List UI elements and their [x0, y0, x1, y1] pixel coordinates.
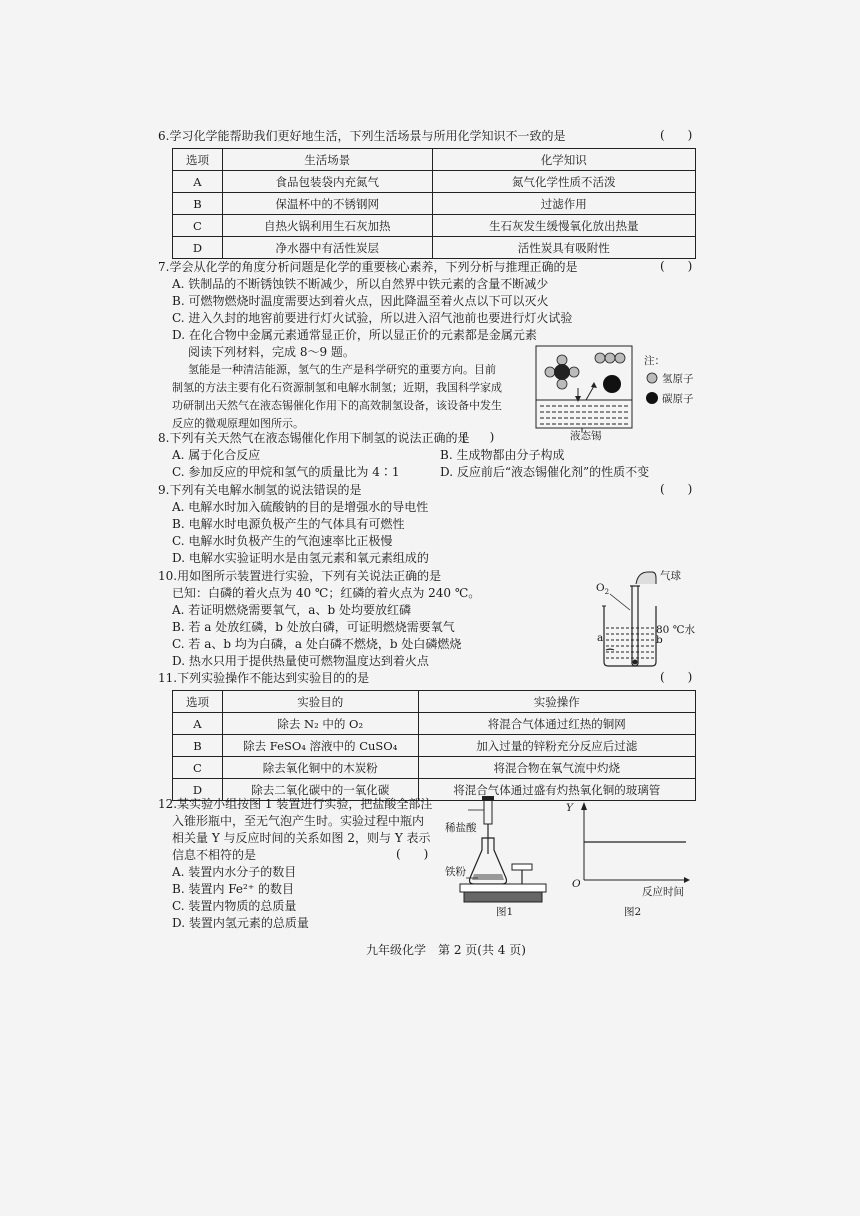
table-cell: B	[173, 193, 223, 215]
table-row	[173, 193, 696, 215]
legend-carbon: 碳原子	[662, 393, 694, 405]
fig2-origin-label: O	[572, 878, 581, 890]
table-cell: 活性炭具有吸附性	[432, 237, 696, 259]
methane-molecule	[545, 355, 579, 389]
fig2-caption: 图2	[624, 906, 642, 918]
table-cell: 生石灰发生缓慢氧化放出热量	[432, 215, 696, 237]
table-cell: 食品包装袋内充氮气	[222, 171, 432, 193]
carbon-product	[603, 375, 621, 393]
q12-answer-paren: ( )	[396, 847, 429, 861]
beaker	[604, 606, 656, 666]
q12-option-a: A. 装置内水分子的数目	[172, 865, 297, 879]
q7-option-b: B. 可燃物燃烧时温度需要达到着火点，因此降温至着火点以下可以灭火	[172, 294, 549, 308]
q6-answer-paren: ( )	[660, 128, 693, 142]
q11-stem: 11.下列实验操作不能达到实验目的的是	[158, 671, 370, 685]
q8-answer-paren: ( )	[462, 430, 495, 444]
q7-option-d: D. 在化合物中金属元素通常显正价，所以显正价的元素都是金属元素	[172, 328, 537, 342]
dropping-funnel	[484, 800, 492, 824]
q12-stem-line: 12.某实验小组按图 1 装置进行实验，把盐酸全部注	[158, 797, 433, 811]
q8-option-a: A. 属于化合反应	[172, 448, 261, 462]
q9-stem: 9.下列有关电解水制氢的说法错误的是	[158, 483, 362, 497]
fig2-graph	[574, 798, 694, 890]
table-header-cell: 生活场景	[222, 149, 432, 171]
passage-line: 氢能是一种清洁能源，氢气的生产是科学研究的重要方向。目前	[188, 363, 496, 376]
table-cell: 净水器中有活性炭层	[222, 237, 432, 259]
table-cell: 除去二氧化碳中的一氧化碳	[222, 779, 418, 801]
fig-a-label: a	[597, 632, 604, 644]
q11-table	[172, 690, 696, 801]
q9-option-b: B. 电解水时电源负极产生的气体具有可燃性	[172, 517, 405, 531]
table-cell: B	[173, 735, 223, 757]
table-cell: 加入过量的锌粉充分反应后过滤	[418, 735, 695, 757]
legend-h-swatch	[647, 373, 657, 383]
table-cell: 过滤作用	[432, 193, 696, 215]
q6-stem: 6.学习化学能帮助我们更好地生活，下列生活场景与所用化学知识不一致的是	[158, 129, 566, 143]
table-header-cell: 化学知识	[432, 149, 696, 171]
q9-option-c: C. 电解水时负极产生的气泡速率比正极慢	[172, 534, 393, 548]
table-cell: 将混合气体通过盛有灼热氧化铜的玻璃管	[418, 779, 695, 801]
table-header-cell: 实验目的	[222, 691, 418, 713]
fig-b-label: b	[656, 634, 663, 646]
page-footer: 九年级化学 第 2 页(共 4 页)	[366, 943, 526, 957]
table-header-cell: 选项	[173, 149, 223, 171]
balloon-icon	[636, 572, 656, 584]
table-cell: C	[173, 215, 223, 237]
q10-stem: 10.用如图所示装置进行实验，下列有关说法正确的是	[158, 569, 442, 583]
table-header-cell: 选项	[173, 691, 223, 713]
phosphorus-a	[606, 649, 614, 650]
passage-line: 反应的微观原理如图所示。	[172, 417, 304, 430]
table-row	[173, 215, 696, 237]
table-row	[173, 757, 696, 779]
fig2-y-label: Y	[566, 802, 573, 814]
q12-stem-line: 相关量 Y 与反应时间的关系如图 2，则与 Y 表示	[172, 831, 431, 845]
q7-option-a: A. 铁制品的不断锈蚀铁不断减少，所以自然界中铁元素的含量不断减少	[172, 277, 549, 291]
balance-base	[464, 892, 542, 902]
q9-option-a: A. 电解水时加入硫酸钠的目的是增强水的导电性	[172, 500, 429, 514]
q8-option-b: B. 生成物都由分子构成	[440, 448, 565, 462]
table-cell: 除去 FeSO₄ 溶液中的 CuSO₄	[222, 735, 418, 757]
phosphorus-b	[633, 660, 638, 665]
table-row	[173, 713, 696, 735]
table-row	[173, 171, 696, 193]
q8-stem: 8.下列有关天然气在液态锡催化作用下制氢的说法正确的是	[158, 431, 470, 445]
legend-hydrogen: 氢原子	[662, 373, 694, 385]
table-cell: A	[173, 713, 223, 735]
tin-label: 液态锡	[570, 430, 602, 442]
q9-option-d: D. 电解水实验证明水是由氢元素和氧元素组成的	[172, 551, 429, 565]
reading-intro: 阅读下列材料，完成 8～9 题。	[188, 345, 355, 359]
q12-option-b: B. 装置内 Fe²⁺ 的数目	[172, 882, 294, 896]
fig-balloon-label: 气球	[660, 570, 681, 582]
balance-pan	[460, 884, 546, 892]
q10-option-a: A. 若证明燃烧需要氧气，a、b 处均要放红磷	[172, 603, 411, 617]
fig-o2-label: $O_2$	[596, 582, 610, 597]
table-cell: 将混合物在氧气流中灼烧	[418, 757, 695, 779]
table-cell: 除去氧化铜中的木炭粉	[222, 757, 418, 779]
table-header-row	[173, 149, 696, 171]
hydrogen-molecules	[595, 353, 625, 363]
table-cell: 保温杯中的不锈钢网	[222, 193, 432, 215]
q11-answer-paren: ( )	[660, 670, 693, 684]
legend-c-swatch	[646, 392, 658, 404]
table-cell: 自热火锅利用生石灰加热	[222, 215, 432, 237]
q12-option-c: C. 装置内物质的总质量	[172, 899, 297, 913]
fig1-iron-label: 铁粉	[445, 866, 466, 878]
passage-line: 功研制出天然气在液态锡催化作用下的高效制氢设备，该设备中发生	[172, 399, 502, 412]
passage-line: 制氢的方法主要有化石资源制氢和电解水制氢；近期，我国科学家成	[172, 381, 502, 394]
table-cell: 除去 N₂ 中的 O₂	[222, 713, 418, 735]
table-cell: C	[173, 757, 223, 779]
fig1-caption: 图1	[496, 906, 514, 918]
fig2-x-label: 反应时间	[642, 886, 684, 898]
q12-stem-line: 入锥形瓶中，至无气泡产生时。实验过程中瓶内	[172, 814, 425, 828]
q10-given: 已知：白磷的着火点为 40 ℃；红磷的着火点为 240 ℃。	[172, 586, 481, 600]
q6-table	[172, 148, 696, 259]
fig1-apparatus	[440, 794, 550, 906]
fig1-acid-label: 稀盐酸	[445, 822, 477, 834]
q10-option-b: B. 若 a 处放红磷，b 处放白磷，可证明燃烧需要氧气	[172, 620, 455, 634]
q7-stem: 7.学会从化学的角度分析问题是化学的重要核心素养，下列分析与推理正确的是	[158, 260, 578, 274]
table-cell: D	[173, 779, 223, 801]
fig-water-label: 80 ℃水	[656, 624, 695, 636]
table-cell: 氮气化学性质不活泼	[432, 171, 696, 193]
table-row	[173, 237, 696, 259]
q7-option-c: C. 进入久封的地窖前要进行灯火试验，所以进入沼气池前也要进行灯火试验	[172, 311, 573, 325]
table-cell: 将混合气体通过红热的铜网	[418, 713, 695, 735]
arrow-up	[586, 386, 594, 400]
table-row	[173, 735, 696, 757]
liquid-tin	[536, 400, 632, 424]
q12-stem-line: 信息不相符的是	[172, 848, 257, 862]
legend-title: 注：	[644, 355, 665, 367]
table-cell: D	[173, 237, 223, 259]
q8-option-d: D. 反应前后“液态锡催化剂”的性质不变	[440, 465, 650, 479]
q10-option-c: C. 若 a、b 均为白磷，a 处白磷不燃烧，b 处白磷燃烧	[172, 637, 462, 651]
q8-option-c: C. 参加反应的甲烷和氢气的质量比为 4∶1	[172, 465, 400, 479]
q10-option-d: D. 热水只用于提供热量使可燃物温度达到着火点	[172, 654, 429, 668]
table-cell: A	[173, 171, 223, 193]
table-header-row	[173, 691, 696, 713]
q9-answer-paren: ( )	[660, 482, 693, 496]
q12-option-d: D. 装置内氢元素的总质量	[172, 916, 309, 930]
table-header-cell: 实验操作	[418, 691, 695, 713]
q7-answer-paren: ( )	[660, 259, 693, 273]
hot-water	[606, 628, 654, 658]
